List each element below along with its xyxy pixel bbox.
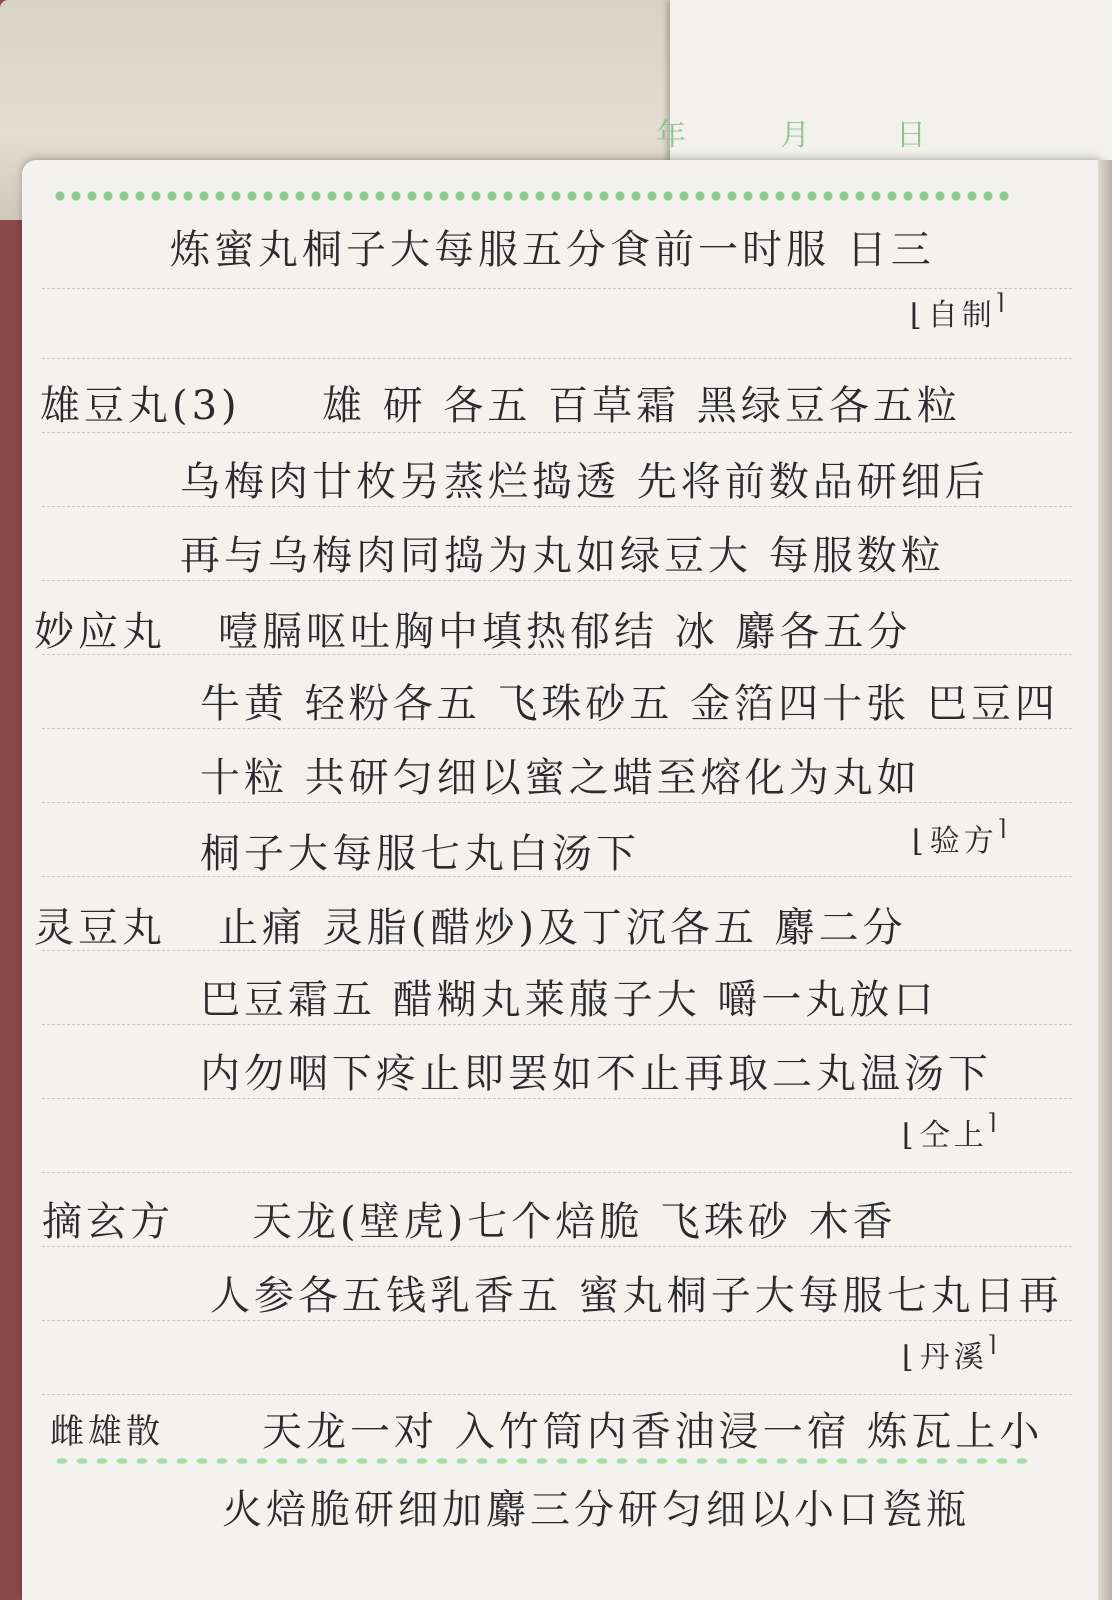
recipe-line: 天龙一对 入竹筒内香油浸一宿 炼瓦上小 (262, 1409, 1044, 1455)
ruled-line (42, 288, 1072, 289)
recipe-line: 噎膈呕吐胸中填热郁结 冰 麝各五分 (218, 609, 912, 655)
recipe-source: ⌊ 验方 ⌉ (912, 816, 1010, 860)
year-label: 年 (656, 118, 686, 153)
recipe-line: 再与乌梅肉同捣为丸如绿豆大 每服数粒 (180, 533, 945, 579)
recipe-line: 天龙(壁虎)七个焙脆 飞珠砂 木香 (252, 1199, 897, 1245)
recipe-line: 巴豆霜五 醋糊丸莱菔子大 嚼一丸放口 (200, 977, 938, 1023)
recipe-name: 雌雄散 (50, 1412, 164, 1452)
title-line: 炼蜜丸桐子大每服五分食前一时服 日三 (170, 227, 935, 273)
recipe-line: 火焙脆研细加麝三分研匀细以小口瓷瓶 (222, 1487, 970, 1533)
recipe-name: 灵豆丸 (34, 905, 166, 951)
decorative-border-top (52, 186, 1012, 206)
recipe-line: 乌梅肉廿枚另蒸烂捣透 先将前数品研细后 (180, 459, 989, 505)
recipe-name: 摘玄方 (42, 1199, 174, 1245)
notebook-page (22, 160, 1102, 1600)
ruled-line (42, 432, 1072, 433)
title-source: ⌊ 自制 ⌉ (910, 290, 1008, 334)
recipe-line: 内勿咽下疼止即罢如不止再取二丸温汤下 (200, 1051, 992, 1097)
ruled-line (42, 1394, 1072, 1395)
decorative-border-bottom (52, 1456, 1032, 1466)
recipe-source: ⌊ 丹溪 ⌉ (902, 1332, 1000, 1376)
recipe-line: 桐子大每服七丸白汤下 (200, 831, 640, 877)
recipe-name: 妙应丸 (34, 609, 166, 655)
recipe-line: 十粒 共研匀细以蜜之蜡至熔化为丸如 (200, 755, 921, 801)
ruled-line (42, 1172, 1072, 1173)
page-stack-edge (1098, 160, 1112, 1600)
recipe-name: 雄豆丸(3) (40, 383, 241, 429)
recipe-line: 人参各五钱乳香五 蜜丸桐子大每服七丸日再 (210, 1273, 1063, 1319)
ruled-line (42, 358, 1072, 359)
recipe-line: 雄 研 各五 百草霜 黑绿豆各五粒 (322, 383, 961, 429)
month-label: 月 (780, 118, 810, 153)
recipe-line: 牛黄 轻粉各五 飞珠砂五 金箔四十张 巴豆四 (200, 681, 1059, 727)
recipe-source: ⌊ 仝上 ⌉ (902, 1110, 1000, 1154)
recipe-line: 止痛 灵脂(醋炒)及丁沉各五 麝二分 (218, 905, 907, 951)
day-label: 日 (896, 118, 926, 153)
